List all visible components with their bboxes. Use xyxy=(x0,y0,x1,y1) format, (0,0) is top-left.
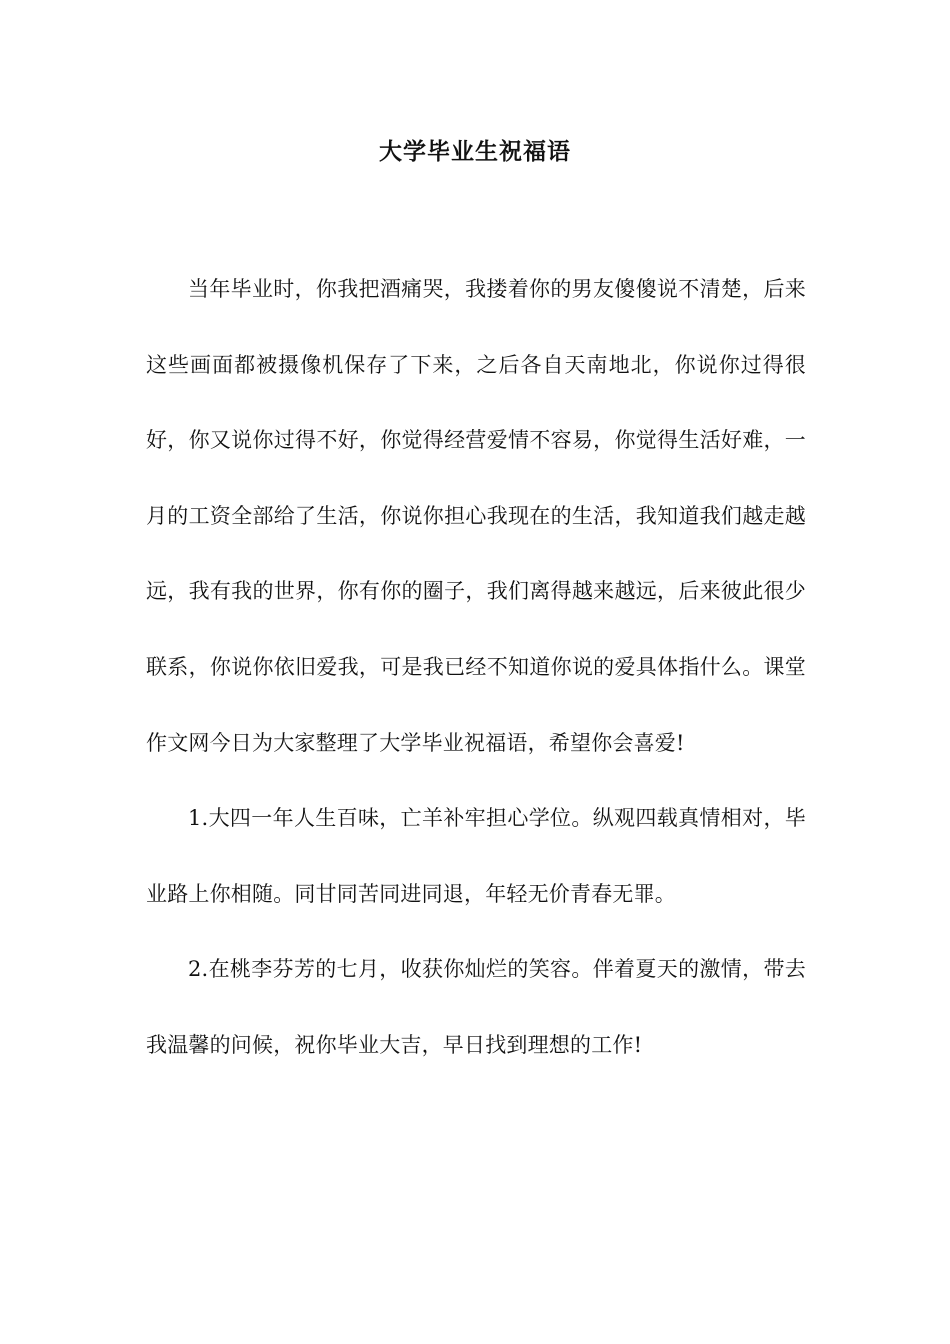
body-paragraph-wish-2: 2.在桃李芬芳的七月，收获你灿烂的笑容。伴着夏天的激情，带去我温馨的问候，祝你毕业大吉，早日找到理想的工作! xyxy=(146,957,806,1057)
document-title: 大学毕业生祝福语 xyxy=(379,138,571,165)
body-paragraph-intro: 当年毕业时，你我把酒痛哭，我搂着你的男友傻傻说不清楚，后来这些画面都被摄像机保存了下来，之后各自天南地北，你说你过得很好，你又说你过得不好，你觉得经营爱情不容易，你觉得生活好难，一月的工资全部给了生活，你说你担心我现在的生活，我知道我们越走越远，我有我的世界，你有你的圈子，我们离得越来越远，后来彼此很少联系，你说你依旧爱我，可是我已经不知道你说的爱具体指什么。课堂作文网今日为大家整理了大学毕业祝福语，希望你会喜爱! xyxy=(146,277,806,755)
document-body xyxy=(146,252,806,1084)
body-paragraph-wish-1: 1.大四一年人生百味，亡羊补牢担心学位。纵观四载真情相对，毕业路上你相随。同甘同苦同进同退，年轻无价青春无罪。 xyxy=(146,806,806,906)
